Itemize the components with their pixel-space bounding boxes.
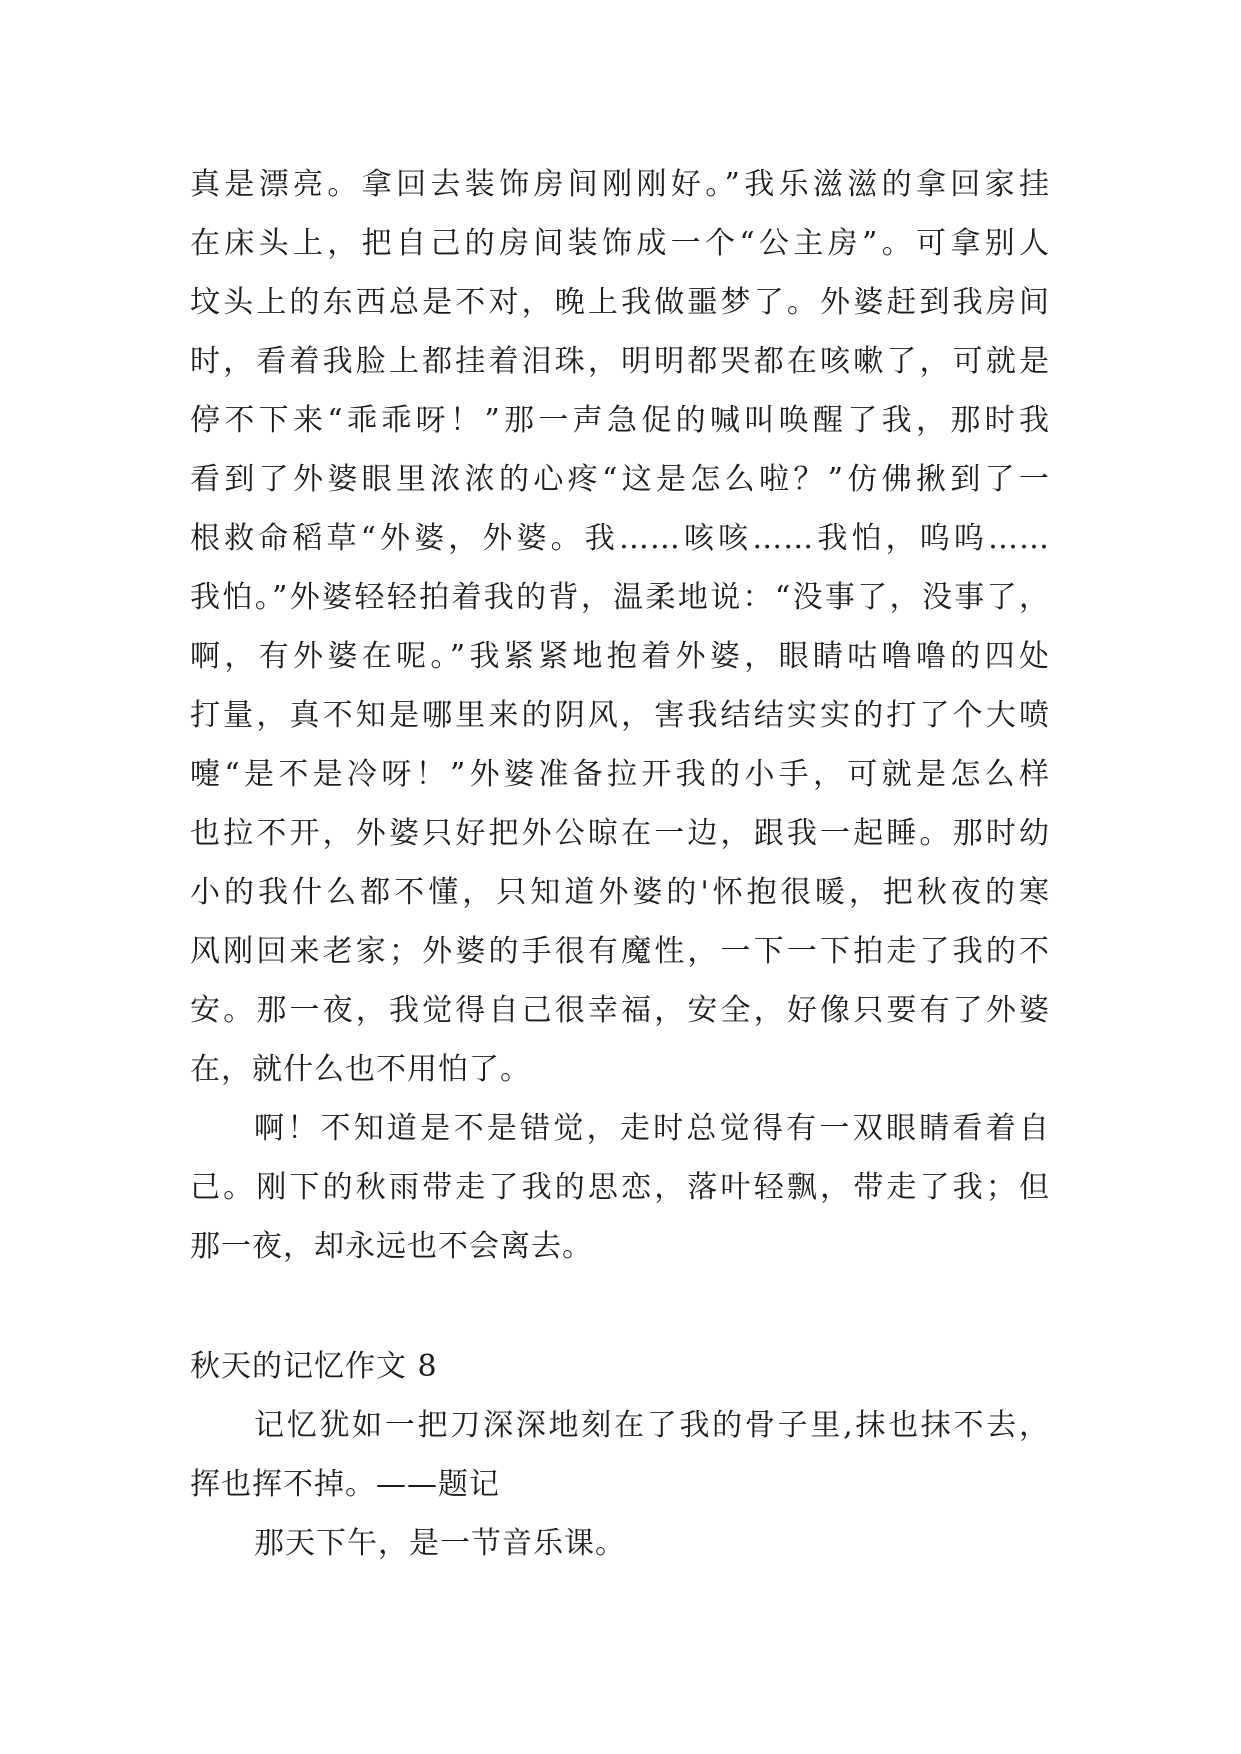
- text-line: 真是漂亮。拿回去装饰房间刚刚好。”我乐滋滋的拿回家挂: [190, 167, 1050, 202]
- text-line: 看到了外婆眼里浓浓的心疼“这是怎么啦？”仿佛揪到了一: [190, 462, 1050, 497]
- text-line: 嚏“是不是冷呀！”外婆准备拉开我的小手，可就是怎么样: [190, 757, 1050, 792]
- text-line: 啊，有外婆在呢。”我紧紧地抱着外婆，眼睛咕噜噜的四处: [190, 639, 1050, 674]
- text-line: 记忆犹如一把刀深深地刻在了我的骨子里,抹也抹不去，: [254, 1408, 1050, 1443]
- text-line: 时，看着我脸上都挂着泪珠，明明都哭都在咳嗽了，可就是: [190, 344, 1050, 379]
- text-line: 那一夜，却永远也不会离去。: [190, 1229, 593, 1264]
- paragraph-memory-night: [190, 155, 1050, 1099]
- text-line: 在，就什么也不用怕了。: [190, 1052, 531, 1087]
- text-line: 挥也挥不掉。——题记: [190, 1467, 500, 1502]
- text-line: 己。刚下的秋雨带走了我的思恋，落叶轻飘，带走了我；但: [190, 1170, 1050, 1205]
- text-line: 风刚回来老家；外婆的手很有魔性，一下一下拍走了我的不: [190, 934, 1050, 969]
- essay-title: 秋天的记忆作文 8: [190, 1349, 438, 1384]
- text-line: 安。那一夜，我觉得自己很幸福，安全，好像只要有了外婆: [190, 993, 1050, 1028]
- text-line: 停不下来“乖乖呀！”那一声急促的喊叫唤醒了我，那时我: [190, 403, 1050, 438]
- text-line: 我怕。”外婆轻轻拍着我的背，温柔地说：“没事了，没事了，: [190, 580, 1050, 615]
- text-line: 在床头上，把自己的房间装饰成一个“公主房”。可拿别人: [190, 226, 1050, 261]
- text-line: 打量，真不知是哪里来的阴风，害我结结实实的打了个大喷: [190, 698, 1050, 733]
- text-line: 那天下午，是一节音乐课。: [254, 1526, 626, 1561]
- document-page: [190, 155, 1050, 1573]
- paragraph-opening: [190, 1514, 1050, 1573]
- section-spacer: [190, 1276, 1050, 1337]
- paragraph-epigraph: [190, 1396, 1050, 1514]
- text-line: 啊！不知道是不是错觉，走时总觉得有一双眼睛看着自: [254, 1111, 1050, 1146]
- text-line: 也拉不开，外婆只好把外公晾在一边，跟我一起睡。那时幼: [190, 816, 1050, 851]
- paragraph-farewell: [190, 1099, 1050, 1276]
- text-line: 小的我什么都不懂，只知道外婆的'怀抱很暖，把秋夜的寒: [190, 875, 1050, 910]
- text-line: 根救命稻草“外婆，外婆。我……咳咳……我怕，呜呜……: [190, 521, 1050, 556]
- text-line: 坟头上的东西总是不对，晚上我做噩梦了。外婆赶到我房间: [190, 285, 1050, 320]
